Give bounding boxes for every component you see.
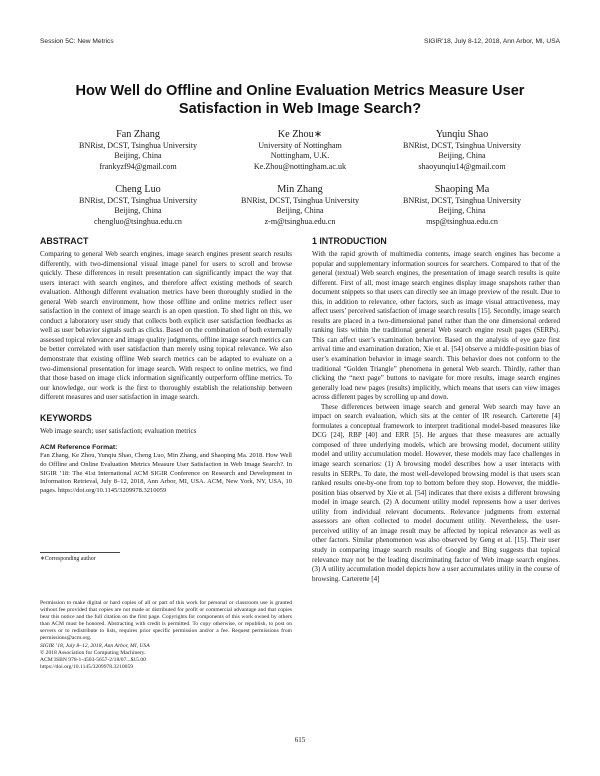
running-header-left: Session 5C: New Metrics [40,38,114,45]
author-block [382,183,542,227]
author-location: Beijing, China [114,151,162,161]
author-name: Fan Zhang [116,129,160,140]
author-affiliation: BNRist, DCST, Tsinghua University [78,196,198,205]
author-block [58,128,218,172]
author-affiliation: BNRist, DCST, Tsinghua University [78,141,198,150]
author-email: msp@tsinghua.edu.cn [426,216,498,226]
footnote-rule [40,552,120,553]
keywords-text: Web image search; user satisfaction; evaluation metrics [40,426,197,435]
isbn-line: ACM ISBN 978-1-4503-5657-2/18/07...$15.00 [40,656,146,663]
author-email: chengluo@tsinghua.edu.cn [94,216,182,226]
author-block [58,183,218,227]
author-name: Cheng Luo [115,184,161,195]
author-affiliation: BNRist, DCST, Tsinghua University [402,141,522,150]
author-affiliation: BNRist, DCST, Tsinghua University [240,196,360,205]
reference-text: Fan Zhang, Ke Zhou, Yunqiu Shao, Cheng Luo, Min Zhang, and Shaoping Ma. 2018. How Well do Offline and Online Evaluation Metrics Measure User Satisfaction in Web Image Search?. In SIGIR ’18: The 41st International ACM SIGIR Conference on Research and Development in Information Retrieval, July 8–12, 2018, Ann Arbor, MI, USA. ACM, New York, NY, USA, 10 pages. https://doi.org/10.1145/3209978.3210059 [40,452,292,495]
reference-heading: ACM Reference Format: [40,444,118,452]
author-email: Ke.Zhou@nottingham.ac.uk [253,161,347,171]
footnote: ∗Corresponding author [40,556,96,562]
author-email: frankyzf94@gmail.com [99,161,177,171]
author-block [220,183,380,227]
author-block [382,128,542,172]
intro-paragraph-1: With the rapid growth of multimedia contents, image search engines has become a popular and supplementary information sources for searchers. Compared to that of the general (textual) Web search engines, the presentation of image search results is quite different. First of all, most image search engines display image snapshots rather than document snippets so that users can directly see an image preview of the result. Due to this, in addition to relevance, other factors, such as image visual attractiveness, may affect users’ perceived satisfaction of image search results [15]. Secondly, image search results are placed in a two-dimensional panel rather than the one dimensional ordered ranking lists within the traditional general Web search engine result pages (SERPs). This can affect user’s examination behavior. Based on the analysis of eye gaze first arrival time and examination duration, Xie et al. [54] observe a middle-position bias of user’s examination behavior in image search. This behavior does not conform to the traditional “Golden Triangle” phenomena in general Web search. Thirdly, rather than clicking the “next page” buttons to navigate for more results, image search engines generally load new pages (results) implicitly, which means that users can view images across different pages by scrolling up and down. [312,250,560,402]
author-name: Min Zhang [277,184,323,195]
author-email: z-m@tsinghua.edu.cn [264,216,336,226]
page-number: 615 [294,736,306,744]
keywords-heading: KEYWORDS [40,412,92,423]
author-location: Beijing, China [438,206,486,216]
author-name: Yunqiu Shao [435,129,489,140]
author-location: Beijing, China [276,206,324,216]
conference-line: SIGIR ’18, July 8–12, 2018, Ann Arbor, MI, USA [40,642,150,649]
author-email: shaoyunqiu14@gmail.com [418,161,506,171]
author-block [220,128,380,172]
author-location: Nottingham, U.K. [270,151,330,161]
permission-block [40,600,292,671]
copyright-line: © 2018 Association for Computing Machinery. [40,649,146,656]
author-location: Beijing, China [114,206,162,216]
author-affiliation: University of Nottingham [258,141,342,150]
author-name: Shaoping Ma [434,184,490,195]
author-location: Beijing, China [438,151,486,161]
intro-paragraph-2: These differences between image search and general Web search may have an impact on search evaluation, which sits at the center of IR research. Carterette [4] formulates a conceptual framework to interpret traditional model-based measures like DCG [24], RBP [40] and ERR [5]. He argues that these measures are actually composed of three underlying models, which are browsing model, document utility model and utility accumulation model. However, these models may face challenges in image search scenarios: (1) A browsing model describes how a user interacts with results in SERPs. To date, the most well-developed browsing model is that users scan ranked results one-by-one from top to bottom before they stop. However, the middle-position bias observed by Xie et al. [54] indicates that there exists a different browsing model in image search. (2) A document utility model represents how a user derives utility from individual relevant documents. Relevance judgments from external assessors are often collected to model document utility. Nevertheless, the user-perceived utility of an image result may be affected by topical relevance as well as other factors. Similar phenomenon was also observed by Geng et al. [15]. Their user study in comparing image search results of Google and Bing suggests that topical relevance may not be the leading discriminating factor of Web image search engines. (3) A utility accumulation model depicts how a user accumulates utility in the course of browsing. Carterette [4] [312,402,560,583]
doi-line: https://doi.org/10.1145/3209978.3210059 [40,663,134,670]
permission-text: Permission to make digital or hard copies of all or part of this work for personal or classroom use is granted without fee provided that copies are not made or distributed for profit or commercial advantage and that copies bear this notice and the full citation on the first page. Copyrights for components of this work owned by others than ACM must be honored. Abstracting with credit is permitted. To copy otherwise, or republish, to post on servers or to redistribute to lists, requires prior specific permission and/or a fee. Request permissions from permissions@acm.org. [40,600,292,641]
right-column [312,236,560,584]
running-header-right: SIGIR’18, July 8-12, 2018, Ann Arbor, MI, USA [424,38,560,45]
paper-title: How Well do Offline and Online Evaluation Metrics Measure User Satisfaction in Web Image Search? [75,83,525,117]
intro-heading: 1 INTRODUCTION [312,236,387,246]
left-column [40,236,292,496]
author-name: Ke Zhou∗ [277,129,323,140]
abstract-text: Comparing to general Web search engines, image search engines present search results differently, with two-dimensional visual image panel for users to scroll and browse quickly. These differences in result presentation can significantly impact the way that users interact with search engines, and therefore affect existing methods of search evaluation. Although different evaluation metrics have been thoroughly studied in the general Web search environment, how those offline and online metrics reflect user satisfaction in the context of image search is an open question. To shed light on this, we conduct a laboratory user study that collects both explicit user satisfaction feedbacks as well as user behavior signals such as clicks. Based on the combination of both externally assessed topical relevance and image quality judgments, offline image search metrics can be better correlated with user satisfaction than merely using topical relevance. We also demonstrate that existing offline Web search metrics can be adapted to evaluate on a two-dimensional presentation for image search. With respect to online metrics, we find that those based on image click information significantly outperform offline metrics. To our knowledge, our work is the first to thoroughly establish the relationship between different measures and user satisfaction in image search. [40,250,292,402]
author-affiliation: BNRist, DCST, Tsinghua University [402,196,522,205]
abstract-heading: ABSTRACT [40,236,89,246]
